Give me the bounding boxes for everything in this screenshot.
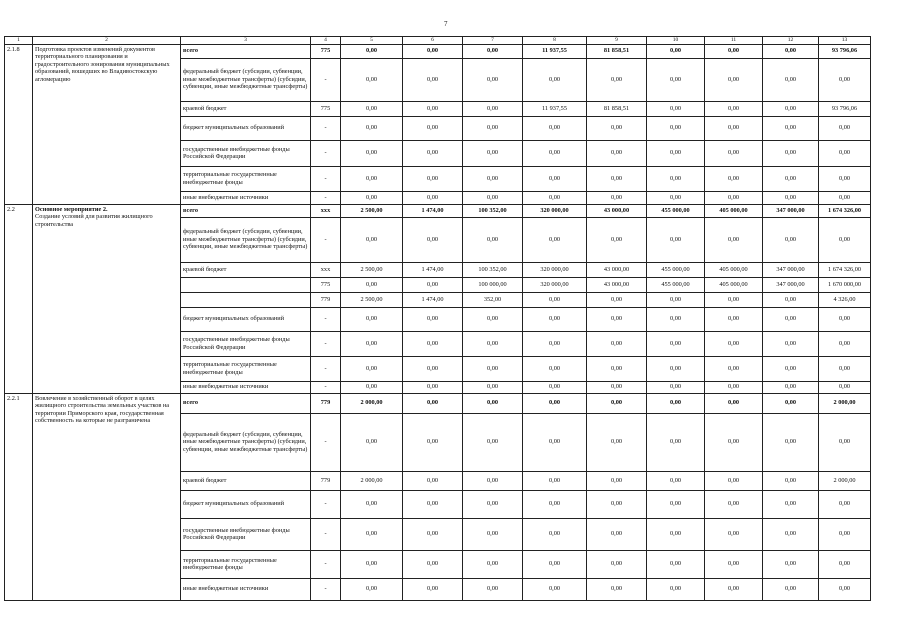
value-cell: 0,00 [463, 44, 523, 58]
value-cell: 0,00 [403, 471, 463, 490]
item-description-text: Подготовка проектов изменений документов территориального планирования и градостроительного зонирования муниципальных образований, вошедших во Владивостокскую агломерацию [35, 45, 170, 83]
value-cell: 0,00 [763, 166, 819, 191]
value-cell: 0,00 [819, 166, 871, 191]
funding-source: всего [181, 44, 311, 58]
header-cell-13: 13 [819, 37, 871, 45]
value-cell: 0,00 [705, 58, 763, 101]
value-cell: 0,00 [341, 578, 403, 600]
value-cell: 0,00 [705, 578, 763, 600]
value-cell: 0,00 [647, 381, 705, 393]
value-cell: 0,00 [463, 393, 523, 413]
value-cell: 0,00 [587, 58, 647, 101]
value-cell: 1 670 000,00 [819, 277, 871, 292]
value-cell: 0,00 [647, 116, 705, 140]
value-cell: 0,00 [705, 166, 763, 191]
item-description-text: Вовлечение в хозяйственный оборот в целях жилищного строительства земельных участков на территории Приморского края, государственная собственность на которые не разграничена [35, 394, 170, 425]
budget-code: - [311, 140, 341, 166]
header-cell-3: 3 [181, 37, 311, 45]
item-description [33, 393, 181, 600]
value-cell: 81 858,51 [587, 44, 647, 58]
budget-code: - [311, 116, 341, 140]
value-cell: 0,00 [463, 307, 523, 331]
value-cell: 0,00 [763, 550, 819, 578]
value-cell: 2 000,00 [341, 393, 403, 413]
value-cell: 0,00 [403, 490, 463, 518]
value-cell: 11 937,55 [523, 44, 587, 58]
value-cell: 0,00 [523, 550, 587, 578]
budget-code: - [311, 356, 341, 381]
value-cell: 0,00 [763, 307, 819, 331]
value-cell: 0,00 [463, 116, 523, 140]
funding-source: всего [181, 204, 311, 217]
value-cell: 0,00 [523, 217, 587, 262]
budget-code: ххх [311, 204, 341, 217]
item-title: Основное мероприятие 2. [35, 205, 108, 213]
value-cell: 320 000,00 [523, 204, 587, 217]
funding-source: территориальные государственные внебюджетные фонды [181, 356, 311, 381]
value-cell: 0,00 [647, 44, 705, 58]
value-cell: 0,00 [647, 101, 705, 116]
value-cell: 0,00 [463, 331, 523, 356]
budget-code: - [311, 578, 341, 600]
value-cell: 0,00 [705, 471, 763, 490]
item-description-text: Создание условий для развития жилищного строительства [35, 213, 153, 228]
value-cell: 405 000,00 [705, 277, 763, 292]
value-cell: 0,00 [819, 140, 871, 166]
value-cell: 0,00 [463, 490, 523, 518]
value-cell: 0,00 [523, 490, 587, 518]
value-cell: 0,00 [403, 101, 463, 116]
value-cell: 0,00 [647, 292, 705, 307]
value-cell: 0,00 [523, 307, 587, 331]
header-cell-8: 8 [523, 37, 587, 45]
value-cell: 0,00 [341, 116, 403, 140]
value-cell: 0,00 [763, 58, 819, 101]
item-code: 2.2 [5, 204, 33, 393]
value-cell: 2 000,00 [819, 393, 871, 413]
value-cell: 81 858,51 [587, 101, 647, 116]
value-cell: 0,00 [587, 292, 647, 307]
value-cell: 0,00 [819, 58, 871, 101]
budget-code: 779 [311, 393, 341, 413]
value-cell: 352,00 [463, 292, 523, 307]
value-cell: 0,00 [819, 191, 871, 204]
value-cell: 347 000,00 [763, 204, 819, 217]
budget-code: - [311, 307, 341, 331]
value-cell: 0,00 [403, 381, 463, 393]
funding-source [181, 292, 311, 307]
value-cell: 0,00 [403, 393, 463, 413]
value-cell: 0,00 [463, 381, 523, 393]
table-row [5, 204, 871, 217]
value-cell: 93 796,06 [819, 44, 871, 58]
funding-source: всего [181, 393, 311, 413]
header-cell-6: 6 [403, 37, 463, 45]
value-cell: 2 000,00 [819, 471, 871, 490]
value-cell: 0,00 [463, 101, 523, 116]
value-cell: 0,00 [403, 413, 463, 471]
value-cell: 0,00 [647, 217, 705, 262]
value-cell: 0,00 [523, 292, 587, 307]
funding-source: краевой бюджет [181, 262, 311, 277]
funding-source: краевой бюджет [181, 101, 311, 116]
value-cell: 43 000,00 [587, 204, 647, 217]
table-row [5, 393, 871, 413]
value-cell: 0,00 [763, 191, 819, 204]
value-cell: 0,00 [403, 550, 463, 578]
value-cell: 0,00 [341, 490, 403, 518]
value-cell: 0,00 [523, 393, 587, 413]
value-cell: 0,00 [647, 578, 705, 600]
value-cell: 0,00 [819, 116, 871, 140]
value-cell: 0,00 [523, 413, 587, 471]
value-cell: 0,00 [763, 101, 819, 116]
value-cell: 0,00 [341, 277, 403, 292]
value-cell: 0,00 [403, 44, 463, 58]
value-cell: 0,00 [647, 471, 705, 490]
value-cell: 0,00 [819, 550, 871, 578]
value-cell: 0,00 [587, 490, 647, 518]
header-cell-12: 12 [763, 37, 819, 45]
value-cell: 0,00 [819, 578, 871, 600]
value-cell: 0,00 [523, 58, 587, 101]
value-cell: 0,00 [587, 381, 647, 393]
header-cell-2: 2 [33, 37, 181, 45]
value-cell: 0,00 [647, 166, 705, 191]
funding-source: краевой бюджет [181, 471, 311, 490]
value-cell: 4 326,00 [819, 292, 871, 307]
value-cell: 0,00 [341, 307, 403, 331]
value-cell: 0,00 [587, 518, 647, 550]
value-cell: 0,00 [523, 471, 587, 490]
value-cell: 0,00 [463, 58, 523, 101]
value-cell: 0,00 [523, 356, 587, 381]
budget-code: - [311, 550, 341, 578]
value-cell: 0,00 [463, 578, 523, 600]
value-cell: 0,00 [341, 101, 403, 116]
value-cell: 0,00 [341, 191, 403, 204]
value-cell: 0,00 [463, 518, 523, 550]
budget-code: 775 [311, 101, 341, 116]
value-cell: 0,00 [647, 58, 705, 101]
value-cell: 0,00 [705, 413, 763, 471]
funding-source: иные внебюджетные источники [181, 381, 311, 393]
value-cell: 455 000,00 [647, 262, 705, 277]
value-cell: 0,00 [819, 356, 871, 381]
budget-code: ххх [311, 262, 341, 277]
value-cell: 0,00 [403, 331, 463, 356]
header-cell-11: 11 [705, 37, 763, 45]
value-cell: 1 674 326,00 [819, 204, 871, 217]
value-cell: 2 500,00 [341, 204, 403, 217]
value-cell: 0,00 [587, 578, 647, 600]
value-cell: 0,00 [463, 356, 523, 381]
value-cell: 0,00 [587, 116, 647, 140]
value-cell: 0,00 [763, 116, 819, 140]
value-cell: 0,00 [763, 471, 819, 490]
budget-code: - [311, 191, 341, 204]
value-cell: 0,00 [341, 58, 403, 101]
value-cell: 320 000,00 [523, 277, 587, 292]
value-cell: 0,00 [705, 550, 763, 578]
value-cell: 0,00 [763, 393, 819, 413]
value-cell: 0,00 [463, 140, 523, 166]
value-cell: 0,00 [587, 550, 647, 578]
value-cell: 0,00 [403, 277, 463, 292]
value-cell: 0,00 [403, 191, 463, 204]
value-cell: 0,00 [587, 413, 647, 471]
value-cell: 1 674 326,00 [819, 262, 871, 277]
value-cell: 0,00 [523, 578, 587, 600]
value-cell: 0,00 [403, 518, 463, 550]
budget-code: - [311, 381, 341, 393]
value-cell: 0,00 [403, 58, 463, 101]
value-cell: 0,00 [705, 217, 763, 262]
value-cell: 0,00 [763, 44, 819, 58]
funding-source: бюджет муниципальных образований [181, 116, 311, 140]
funding-source: федеральный бюджет (субсидии, субвенции, иные межбюджетные трансферты) (субсидии, субвенции, иные межбюджетные трансферты) [181, 413, 311, 471]
funding-source: государственные внебюджетные фонды Российской Федерации [181, 331, 311, 356]
header-cell-10: 10 [647, 37, 705, 45]
value-cell: 347 000,00 [763, 262, 819, 277]
value-cell: 2 000,00 [341, 471, 403, 490]
value-cell: 0,00 [763, 331, 819, 356]
value-cell: 0,00 [647, 490, 705, 518]
value-cell: 100 352,00 [463, 262, 523, 277]
value-cell: 0,00 [763, 140, 819, 166]
value-cell: 405 000,00 [705, 262, 763, 277]
value-cell: 0,00 [403, 356, 463, 381]
funding-source: федеральный бюджет (субсидии, субвенции, иные межбюджетные трансферты) (субсидии, субвенции, иные межбюджетные трансферты) [181, 217, 311, 262]
value-cell: 0,00 [705, 292, 763, 307]
value-cell: 0,00 [647, 413, 705, 471]
value-cell: 100 352,00 [463, 204, 523, 217]
funding-source: территориальные государственные внебюджетные фонды [181, 166, 311, 191]
budget-code: - [311, 518, 341, 550]
value-cell: 0,00 [463, 550, 523, 578]
value-cell: 0,00 [819, 307, 871, 331]
value-cell: 0,00 [341, 44, 403, 58]
value-cell: 0,00 [819, 518, 871, 550]
value-cell: 2 500,00 [341, 262, 403, 277]
funding-source: территориальные государственные внебюджетные фонды [181, 550, 311, 578]
budget-code: 779 [311, 292, 341, 307]
value-cell: 0,00 [403, 140, 463, 166]
value-cell: 0,00 [705, 140, 763, 166]
value-cell: 0,00 [705, 490, 763, 518]
value-cell: 0,00 [587, 166, 647, 191]
value-cell: 0,00 [705, 331, 763, 356]
value-cell: 1 474,00 [403, 292, 463, 307]
budget-code: 775 [311, 277, 341, 292]
value-cell: 0,00 [763, 490, 819, 518]
value-cell: 0,00 [705, 393, 763, 413]
value-cell: 0,00 [463, 413, 523, 471]
budget-code: - [311, 413, 341, 471]
header-cell-1: 1 [5, 37, 33, 45]
value-cell: 0,00 [463, 471, 523, 490]
value-cell: 11 937,55 [523, 101, 587, 116]
budget-code: - [311, 331, 341, 356]
value-cell: 0,00 [763, 381, 819, 393]
funding-source: государственные внебюджетные фонды Российской Федерации [181, 140, 311, 166]
funding-source: государственные внебюджетные фонды Российской Федерации [181, 518, 311, 550]
value-cell: 320 000,00 [523, 262, 587, 277]
value-cell: 0,00 [341, 140, 403, 166]
value-cell: 0,00 [523, 140, 587, 166]
value-cell: 0,00 [819, 381, 871, 393]
value-cell: 0,00 [523, 166, 587, 191]
value-cell: 0,00 [403, 578, 463, 600]
value-cell: 0,00 [705, 101, 763, 116]
value-cell: 0,00 [647, 393, 705, 413]
item-description [33, 204, 181, 393]
value-cell: 0,00 [463, 166, 523, 191]
value-cell: 0,00 [341, 331, 403, 356]
value-cell: 0,00 [341, 217, 403, 262]
value-cell: 0,00 [341, 356, 403, 381]
value-cell: 0,00 [403, 217, 463, 262]
value-cell: 0,00 [819, 490, 871, 518]
page-number: 7 [444, 20, 448, 28]
funding-source: бюджет муниципальных образований [181, 307, 311, 331]
item-description [33, 44, 181, 204]
budget-code: - [311, 217, 341, 262]
value-cell: 0,00 [647, 307, 705, 331]
value-cell: 0,00 [587, 140, 647, 166]
value-cell: 0,00 [705, 116, 763, 140]
value-cell: 0,00 [819, 413, 871, 471]
budget-table [4, 36, 871, 601]
value-cell: 0,00 [341, 381, 403, 393]
value-cell: 0,00 [705, 307, 763, 331]
budget-code: - [311, 490, 341, 518]
value-cell: 1 474,00 [403, 204, 463, 217]
budget-code: - [311, 58, 341, 101]
item-code: 2.2.1 [5, 393, 33, 600]
value-cell: 0,00 [705, 381, 763, 393]
value-cell: 0,00 [647, 550, 705, 578]
value-cell: 0,00 [587, 393, 647, 413]
header-cell-7: 7 [463, 37, 523, 45]
value-cell: 0,00 [705, 191, 763, 204]
item-code: 2.1.8 [5, 44, 33, 204]
value-cell: 0,00 [341, 518, 403, 550]
budget-code: 779 [311, 471, 341, 490]
value-cell: 0,00 [819, 217, 871, 262]
value-cell: 0,00 [705, 356, 763, 381]
value-cell: 0,00 [523, 116, 587, 140]
value-cell: 0,00 [587, 307, 647, 331]
value-cell: 1 474,00 [403, 262, 463, 277]
value-cell: 405 000,00 [705, 204, 763, 217]
value-cell: 0,00 [763, 356, 819, 381]
value-cell: 0,00 [647, 518, 705, 550]
header-cell-5: 5 [341, 37, 403, 45]
budget-code: - [311, 166, 341, 191]
header-cell-4: 4 [311, 37, 341, 45]
value-cell: 0,00 [403, 116, 463, 140]
value-cell: 0,00 [403, 166, 463, 191]
value-cell: 0,00 [587, 471, 647, 490]
value-cell: 0,00 [341, 550, 403, 578]
value-cell: 0,00 [763, 518, 819, 550]
header-row [5, 37, 871, 45]
value-cell: 0,00 [403, 307, 463, 331]
funding-source: иные внебюджетные источники [181, 191, 311, 204]
value-cell: 0,00 [763, 578, 819, 600]
value-cell: 0,00 [647, 140, 705, 166]
value-cell: 455 000,00 [647, 204, 705, 217]
value-cell: 347 000,00 [763, 277, 819, 292]
value-cell: 0,00 [587, 217, 647, 262]
value-cell: 0,00 [463, 191, 523, 204]
funding-source: бюджет муниципальных образований [181, 490, 311, 518]
funding-source [181, 277, 311, 292]
header-cell-9: 9 [587, 37, 647, 45]
funding-source: федеральный бюджет (субсидии, субвенции, иные межбюджетные трансферты) (субсидии, субвенции, иные межбюджетные трансферты) [181, 58, 311, 101]
value-cell: 93 796,06 [819, 101, 871, 116]
value-cell: 0,00 [523, 331, 587, 356]
value-cell: 43 000,00 [587, 262, 647, 277]
value-cell: 0,00 [587, 331, 647, 356]
value-cell: 0,00 [763, 292, 819, 307]
value-cell: 0,00 [523, 191, 587, 204]
value-cell: 0,00 [523, 518, 587, 550]
value-cell: 100 000,00 [463, 277, 523, 292]
value-cell: 0,00 [705, 518, 763, 550]
value-cell: 0,00 [647, 356, 705, 381]
value-cell: 455 000,00 [647, 277, 705, 292]
value-cell: 0,00 [587, 356, 647, 381]
value-cell: 0,00 [763, 413, 819, 471]
value-cell: 0,00 [463, 217, 523, 262]
budget-code: 775 [311, 44, 341, 58]
value-cell: 0,00 [647, 331, 705, 356]
value-cell: 0,00 [763, 217, 819, 262]
funding-source: иные внебюджетные источники [181, 578, 311, 600]
value-cell: 0,00 [523, 381, 587, 393]
value-cell: 0,00 [647, 191, 705, 204]
value-cell: 43 000,00 [587, 277, 647, 292]
value-cell: 0,00 [705, 44, 763, 58]
value-cell: 0,00 [341, 413, 403, 471]
value-cell: 2 500,00 [341, 292, 403, 307]
value-cell: 0,00 [341, 166, 403, 191]
value-cell: 0,00 [819, 331, 871, 356]
value-cell: 0,00 [587, 191, 647, 204]
table-row [5, 44, 871, 58]
